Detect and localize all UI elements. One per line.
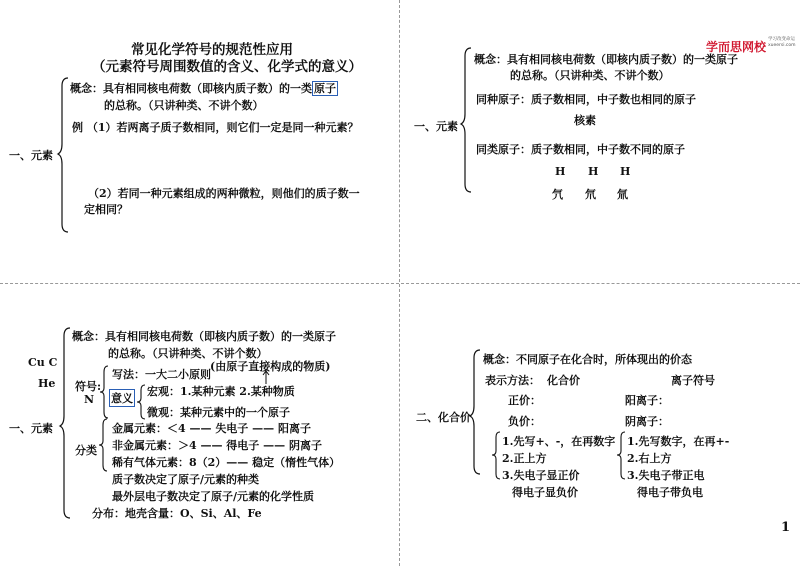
- example-question-2-cont: 定相同？: [84, 203, 128, 216]
- ion-rule-extra: 得电子带负电: [637, 486, 703, 499]
- macro-meaning: 宏观：1.某种元素 2.某种物质: [147, 385, 295, 398]
- valence-rule-2: 2.正上方: [502, 452, 547, 465]
- hydrogen-1: H: [555, 165, 566, 178]
- valence-concept: 概念：不同原子在化合时，所体现出的价态: [483, 353, 692, 366]
- valence-rules-brace: [492, 430, 501, 482]
- root-label: 一、元素: [9, 422, 53, 435]
- cation-label: 阳离子：: [625, 394, 669, 407]
- nuclide-label: 核素: [574, 114, 596, 127]
- valence-heading: 化合价: [547, 374, 580, 387]
- noble-gas-rule: 稀有气体元素：8（2）—— 稳定（惰性气体）: [112, 456, 341, 469]
- classify-brace: [99, 417, 109, 473]
- page-number: 1: [781, 520, 791, 535]
- concept-text: 概念：具有相同核电荷数（即核内质子数）的一类原子: [474, 53, 738, 66]
- horizontal-divider: [0, 283, 800, 285]
- concept-text: 概念：具有相同核电荷数（即核内质子数）的一类原子: [72, 330, 336, 343]
- concept-continuation: 的总称。（只讲种类、不讲个数）: [108, 347, 268, 360]
- logo-text: 学而思网校: [706, 40, 767, 54]
- anion-label: 阴离子：: [625, 415, 669, 428]
- left-brace: [461, 46, 473, 196]
- crust-distribution: 分布：地壳含量：O、Si、Al、Fe: [92, 507, 262, 520]
- classify-label: 分类: [75, 444, 97, 457]
- hydrogen-3: H: [620, 165, 631, 178]
- symbol-label: 符号:: [75, 380, 102, 393]
- up-arrow-icon: [262, 370, 270, 384]
- valence-rule-extra: 得电子显负价: [512, 486, 578, 499]
- meaning-brace: [137, 383, 146, 421]
- concept-continuation: 的总称。（只讲种类、不讲个数）: [510, 69, 670, 82]
- notation-label: 表示方法：: [485, 374, 540, 387]
- symbol-text: 符号: [75, 380, 97, 393]
- slide-subtitle: （元素符号周围数值的含义、化学式的意义）: [92, 59, 362, 75]
- positive-valence: 正价：: [508, 394, 541, 407]
- deuterium-name: 氘: [585, 188, 596, 201]
- same-class-definition: 同类原子：质子数相同，中子数不同的原子: [476, 143, 685, 156]
- left-brace: [470, 348, 482, 478]
- negative-valence: 负价：: [508, 415, 541, 428]
- proton-note: 质子数决定了原子/元素的种类: [112, 473, 260, 486]
- metal-element-rule: 金属元素：＜4 —— 失电子 —— 阳离子: [112, 422, 311, 435]
- ion-symbol-heading: 离子符号: [671, 374, 715, 387]
- atom-highlight: 原子: [314, 82, 336, 95]
- micro-meaning: 微观：某种元素中的一个原子: [147, 406, 290, 419]
- valence-rule-1: 1.先写+、-，在再数字: [502, 435, 616, 448]
- protium-name: 氕: [552, 188, 563, 201]
- outer-electron-note: 最外层电子数决定了原子/元素的化学性质: [112, 490, 315, 503]
- writing-rule: 写法：一大二小原则: [112, 368, 211, 381]
- meaning-label: 意义: [109, 389, 135, 407]
- example-question-2: （2）若同一种元素组成的两种微粒，则他们的质子数一: [88, 187, 360, 200]
- tritium-name: 氚: [617, 188, 628, 201]
- example-question-1: 例 （1）若两离子质子数相同，则它们一定是同一种元素？: [72, 121, 359, 134]
- hydrogen-2: H: [588, 165, 599, 178]
- logo-tagline: 学习改变命运: [768, 37, 795, 42]
- root-label: 一、元素: [9, 149, 53, 162]
- concept-line: [70, 80, 338, 96]
- concept-text: 概念：具有相同核电荷数（即核内质子数）的一类: [70, 82, 312, 95]
- left-brace: [60, 326, 72, 520]
- concept-continuation: 的总称。（只讲种类、不讲个数）: [104, 99, 264, 112]
- nonmetal-element-rule: 非金属元素：＞4 —— 得电子 —— 阴离子: [112, 439, 322, 452]
- ion-rule-1: 1.先写数字，在再+-: [627, 435, 730, 448]
- ion-rule-2: 2.右上方: [627, 452, 672, 465]
- direct-composition-note: (由原子直接构成的物质): [210, 360, 331, 373]
- isotope-definition: 同种原子：质子数相同，中子数也相同的原子: [476, 93, 696, 106]
- side-example-line2: He: [38, 377, 56, 390]
- root-label: 二、化合价: [416, 411, 471, 424]
- ion-rule-3: 3.失电子带正电: [627, 469, 705, 482]
- logo-url: xueersi.com: [768, 43, 796, 48]
- n-symbol: N: [84, 393, 95, 406]
- ion-rules-brace: [617, 430, 626, 482]
- side-example-line1: Cu C: [28, 356, 58, 369]
- left-brace: [58, 76, 70, 236]
- root-label: 一、元素: [414, 120, 458, 133]
- valence-rule-3: 3.失电子显正价: [502, 469, 580, 482]
- slide-title: 常见化学符号的规范性应用: [131, 42, 293, 58]
